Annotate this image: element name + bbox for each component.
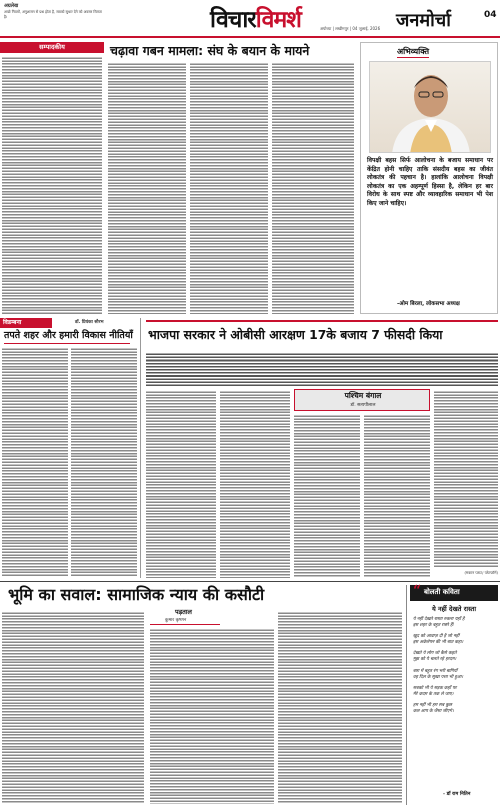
editorial-col-4 <box>272 62 354 314</box>
poem-line: वह दिल के सूखा पत्ता भी हुआ। <box>413 674 464 680</box>
subhead-box <box>294 389 430 411</box>
editorial-headline: चढ़ावा गबन मामला: संघ के बयान के मायने <box>110 43 310 58</box>
vidambana-label: विडम्बना <box>0 318 52 328</box>
lead-headline: भाजपा सरकार ने ओबीसी आरक्षण 17के बजाय 7 फीसदी किया <box>148 327 443 342</box>
poem-line: हम नहीं भी हम सब कुछ <box>413 702 452 708</box>
bottom-headline: भूमि का सवाल: सामाजिक न्याय की कसौटी <box>8 585 265 604</box>
abhivyakti-box <box>360 42 498 314</box>
poem-title: ये नहीं देखते रास्ता <box>431 605 477 613</box>
bottom-rule <box>0 581 500 582</box>
lead-intro <box>146 352 498 386</box>
lead-author: डॉ. सत्यपीलाल <box>350 403 376 408</box>
lead-col-4 <box>364 414 430 578</box>
bottom-subhead: पड़ताल <box>175 608 192 616</box>
poem-box <box>406 585 498 805</box>
masthead-title-part2: विमर्श <box>255 6 301 33</box>
speaker-portrait-icon <box>370 62 491 153</box>
editorial-label: सम्पादकीय <box>0 42 104 53</box>
editorial-col-3 <box>190 62 268 314</box>
vidambana-col-2 <box>71 347 137 577</box>
vidambana-underline <box>4 343 130 344</box>
lead-col-3 <box>294 414 360 578</box>
masthead-date: अयोध्या | लखीमपुर | 04 जुलाई, 2026 <box>320 26 381 31</box>
abhivyakti-quote: विपक्षी बहस सिर्फ आलोचना के बजाय समाधान पर केंद्रित होनी चाहिए ताकि संसदीय बहस का जीवंत लोकतंत्र की पहचान है। हालांकि आलोचना विपक्षी लोकतंत्र का एक अहम्‍पूर्ण हिस्सा है, लेकिन हर बार विरोध के साथ स्पष्ट और व्यावहारिक समाधान भी पेश किए जाने चाहिए। <box>367 157 493 207</box>
poem-line: खुद को आवाज़ दी है जो नहीं <box>413 634 460 640</box>
poem-quote-icon: “ <box>413 583 422 599</box>
poem-header <box>410 585 498 601</box>
bottom-col-2 <box>150 628 274 804</box>
masthead-title <box>210 2 301 34</box>
bottom-col-3 <box>278 611 402 803</box>
poem-line: इस अकेलेपन की भी बात कहा। <box>413 640 464 646</box>
lead-subhead: पश्चिम बंगाल <box>344 391 382 400</box>
column-divider <box>140 318 141 578</box>
poem-poet: - डॉ राम नितिन <box>443 791 471 797</box>
poem-line: देखते ये लोग जो कैसे कहते <box>413 651 457 657</box>
masthead-left-quote: अच्छे नियमों, अनुशासन से प्रश्न होता है, सबको सुधार देने को अवसर मिलता है। <box>4 10 102 19</box>
lead-col-5 <box>434 390 498 568</box>
vidambana-headline: तपते शहर और हमारी विकास नीतियाँ <box>4 330 133 341</box>
abhivyakti-attribution: -ओम बिरला, लोकसभा अध्यक्ष <box>397 301 460 307</box>
poem-line: ये नहीं देखते रास्ता रुकना यहाँ है <box>413 617 465 622</box>
lead-col-1 <box>146 390 216 578</box>
editorial-col-2 <box>108 62 186 314</box>
poem-line: बाग़ में बहुत रंग भरी बागियाँ <box>413 668 458 674</box>
editorial-left-column <box>2 56 102 314</box>
masthead <box>0 0 500 40</box>
poem-line: मेरे कदम के तक ले जाए। <box>413 691 454 697</box>
poem-label: बोलती कविता <box>424 588 460 596</box>
poem-line: कल आप के जैसा जीएगे। <box>413 709 454 715</box>
vidambana-author: डॉ. प्रियंका सौरभ <box>75 320 104 325</box>
speaker-photo <box>369 61 491 153</box>
masthead-rule <box>0 36 500 38</box>
poem-line: सबको भी ये सड़क कहाँ पर <box>413 685 457 691</box>
abhivyakti-label: अभिव्यक्ति <box>397 47 430 56</box>
page-number: 04 <box>484 10 497 20</box>
bottom-col-1 <box>2 611 144 803</box>
masthead-left-label: अग्रलेख <box>4 3 19 9</box>
lead-signature: (मकान प्लाट/ प्लेटफॉर्म) <box>464 570 498 575</box>
brand-logo: जनमोर्चा <box>396 10 451 31</box>
bottom-author-underline <box>150 624 220 625</box>
poem-line: इस शहर के बहुत रास्ते हैं! <box>413 623 455 629</box>
poem-lines <box>413 617 497 715</box>
bottom-author: कुमार कृष्णन <box>165 618 187 623</box>
lead-col-2 <box>220 390 290 578</box>
masthead-title-part1: विचार <box>210 6 256 33</box>
poem-line: मुझ को ये चलते रहे हरदम। <box>413 657 457 663</box>
lead-headline-box <box>146 320 498 350</box>
vidambana-col-1 <box>2 347 68 577</box>
